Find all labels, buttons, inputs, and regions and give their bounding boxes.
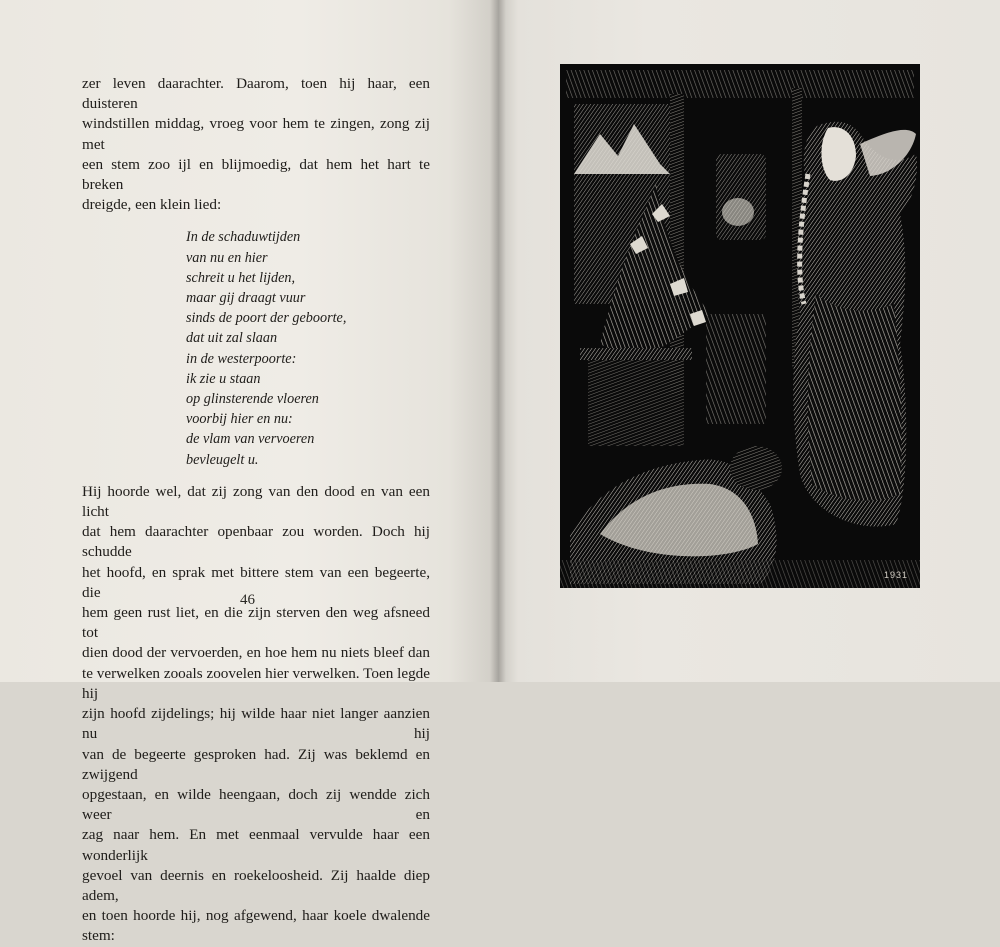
text-line: dreigde, een klein lied: — [82, 196, 222, 214]
table-body — [588, 360, 684, 446]
poem-line: In de schaduwtijden — [186, 229, 301, 246]
text-line: Hij hoorde wel, dat zij zong van den dood en van een licht — [82, 482, 430, 521]
poem-line: sinds de poort der geboorte, — [186, 310, 347, 327]
chair — [706, 314, 766, 424]
text-line: dien dood der vervoerden, en hoe hem nu niets bleef dan — [82, 644, 430, 662]
woodcut-illustration — [560, 64, 920, 588]
text-line: zag naar hem. En met eenmaal vervulde haar een wonderlijk — [82, 826, 430, 864]
figure-head — [730, 446, 782, 490]
poem-line: ik zie u staan — [186, 370, 261, 387]
poem-line: in de westerpoorte: — [186, 350, 297, 367]
poem-line: de vlam van vervoeren — [186, 431, 315, 448]
paragraph-2 — [82, 482, 430, 947]
text-line: een stem zoo ijl en blijmoedig, dat hem het hart te breken — [82, 155, 430, 194]
poem-line: van nu en hier — [186, 249, 268, 266]
artist-signature: 1931 — [884, 570, 909, 580]
woodcut-svg — [560, 64, 920, 588]
text-line: opgestaan, en wilde heengaan, doch zij wendde zich weer en — [82, 785, 430, 824]
text-line: gevoel van deernis en roekeloosheid. Zij haalde diep adem, — [82, 866, 430, 904]
poem-line: schreit u het lijden, — [186, 269, 296, 286]
lantern-glow — [722, 198, 754, 226]
poem-line: maar gij draagt vuur — [186, 290, 306, 307]
text-line: te verwelken zooals zoovelen hier verwelken. Toen legde hij — [82, 664, 430, 702]
text-line: zer leven daarachter. Daarom, toen hij haar, een duisteren — [82, 75, 430, 113]
page-number: 46 — [240, 592, 255, 608]
text-line: van de begeerte gesproken had. Zij was beklemd en zwijgend — [82, 745, 430, 783]
text-block — [82, 74, 430, 947]
window-frame — [566, 70, 914, 98]
text-line: hem geen rust liet, en die zijn sterven den weg afsneed tot — [82, 604, 430, 642]
poem-line: voorbij hier en nu: — [186, 411, 293, 428]
text-line: windstillen middag, vroeg voor hem te zingen, zong zij met — [82, 115, 430, 153]
book-gutter — [490, 0, 506, 682]
poem-line: op glinsterende vloeren — [186, 391, 319, 408]
figure-dress — [808, 294, 902, 501]
paragraph-1 — [82, 74, 430, 215]
floor — [560, 560, 920, 588]
text-line: en toen hoorde hij, nog afgewend, haar koele dwalende stem: — [82, 907, 430, 945]
poem — [186, 227, 430, 469]
left-page — [0, 0, 498, 945]
table-top — [580, 348, 692, 360]
poem-line: dat uit zal slaan — [186, 330, 278, 347]
lantern — [716, 154, 766, 240]
text-line: dat hem daarachter openbaar zou worden. Doch hij schudde — [82, 523, 430, 561]
text-line: zijn hoofd zijdelings; hij wilde haar niet langer aanzien nu hij — [82, 705, 430, 743]
poem-line: bevleugelt u. — [186, 451, 259, 468]
text-line: het hoofd, en sprak met bittere stem van een begeerte, die — [82, 563, 430, 601]
